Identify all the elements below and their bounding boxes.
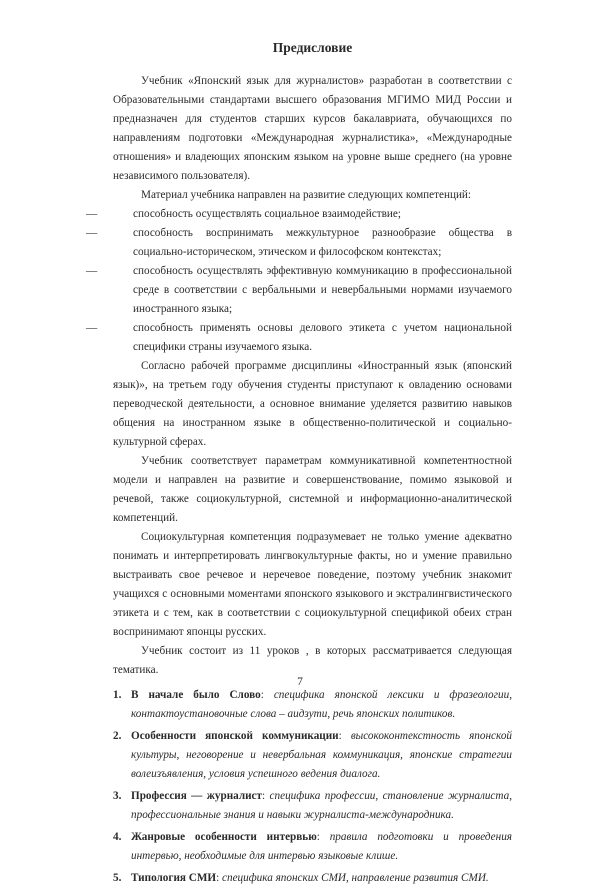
lesson-title: В начале было Слово xyxy=(131,689,261,701)
lesson-description: правила подготовки и проведения интервью, необходимые для интервью языковые клише. xyxy=(131,831,512,862)
lesson-number: 5. xyxy=(113,872,122,884)
page-title: Предисловие xyxy=(272,40,353,55)
lessons-list xyxy=(113,686,512,888)
lesson-number: 1. xyxy=(113,689,122,701)
dash-marker: — xyxy=(86,208,98,220)
competency-text: способность применять основы делового этикета с учетом национальной специфики страны изучаемого языка. xyxy=(133,322,512,353)
list-item xyxy=(86,319,512,357)
page-number: 7 xyxy=(297,676,303,688)
lessons-intro: Учебник состоит из 11 уроков , в которых рассматривается следующая тематика. xyxy=(113,645,512,676)
lesson-title: Жанровые особенности интервью xyxy=(131,831,317,843)
list-item: 1. В начале было Слово: специфика японской лексики и фразеологии, контактоустановочные слова – аидзути, речь японских политиков. xyxy=(113,686,512,724)
list-item xyxy=(86,205,512,224)
lesson-title: Типология СМИ xyxy=(131,872,217,884)
list-item: 2. Особенности японской коммуникации: высококонтекстность японской культуры, неговорение и невербальная коммуникация, японские стратегии волеизъявления, условия успешного ведения диалога. xyxy=(113,727,512,784)
lesson-description: специфика японских СМИ, направление развития СМИ. xyxy=(222,872,489,884)
program-paragraph: Согласно рабочей программе дисциплины «Иностранный язык (японский язык)», на третьем году обучения студенты приступают к овладению основами переводческой деятельности, а основное внимание уделяется развитию навыков общения на иностранном языке в общественно-политической и социально-культурной сферах. xyxy=(113,360,512,448)
competencies-list xyxy=(86,205,512,357)
dash-marker: — xyxy=(86,265,98,277)
lesson-title: Профессия — журналист xyxy=(131,790,263,802)
list-item xyxy=(86,262,512,319)
list-item: 4. Жанровые особенности интервью: правила подготовки и проведения интервью, необходимые для интервью языковые клише. xyxy=(113,828,512,866)
dash-marker: — xyxy=(86,227,98,239)
dash-marker: — xyxy=(86,322,98,334)
model-paragraph: Учебник соответствует параметрам коммуникативной компетентностной модели и направлен на развитие и совершенствование, помимо языковой и речевой, также социокультурной, системной и информационно-аналитической компетенций. xyxy=(113,455,512,524)
competencies-intro: Материал учебника направлен на развитие следующих компетенций: xyxy=(141,189,472,201)
competency-text: способность осуществлять эффективную коммуникацию в профессиональной среде в соответствии с вербальными и невербальными нормами изучаемого иностранного языка; xyxy=(133,265,512,315)
competency-text: способность воспринимать межкультурное разнообразие общества в социально-историческом, этическом и философском контекстах; xyxy=(133,227,512,258)
lesson-description: специфика японской лексики и фразеологии, контактоустановочные слова – аидзути, речь японских политиков. xyxy=(131,689,512,720)
lesson-number: 4. xyxy=(113,831,122,843)
lesson-description: специфика профессии, становление журналиста, профессиональные знания и навыки журналиста-международника. xyxy=(131,790,513,821)
list-item: 5. Типология СМИ: специфика японских СМИ, направление развития СМИ. xyxy=(113,869,512,888)
competency-text: способность осуществлять социальное взаимодействие; xyxy=(133,208,401,220)
lesson-number: 3. xyxy=(113,790,122,802)
list-item xyxy=(86,224,512,262)
list-item: 3. Профессия — журналист: специфика профессии, становление журналиста, профессиональные знания и навыки журналиста-международника. xyxy=(113,787,512,825)
lesson-number: 2. xyxy=(113,730,122,742)
sociocultural-paragraph: Социокультурная компетенция подразумевает не только умение адекватно понимать и интерпретировать лингвокультурные факты, но и умение правильно выстраивать свое речевое и неречевое поведение, поэтому учебник знакомит учащихся с основными моментами японского языкового и экстралингвистического этикета и с тем, как в соответствии с социокультурной спецификой обеих стран воспринимают японцы русских. xyxy=(113,531,512,638)
lesson-description: высококонтекстность японской культуры, неговорение и невербальная коммуникация, японские стратегии волеизъявления, условия успешного ведения диалога. xyxy=(131,730,513,780)
lesson-title: Особенности японской коммуникации xyxy=(131,730,339,742)
intro-paragraph: Учебник «Японский язык для журналистов» разработан в соответствии с Образовательными стандартами высшего образования МГИМО МИД России и предназначен для студентов старших курсов бакалавриата, обучающихся по направлениям подготовки «Международная журналистика», «Международные отношения» и владеющих японским языком на уровне выше среднего (на уровне независимого пользователя). xyxy=(113,75,512,182)
